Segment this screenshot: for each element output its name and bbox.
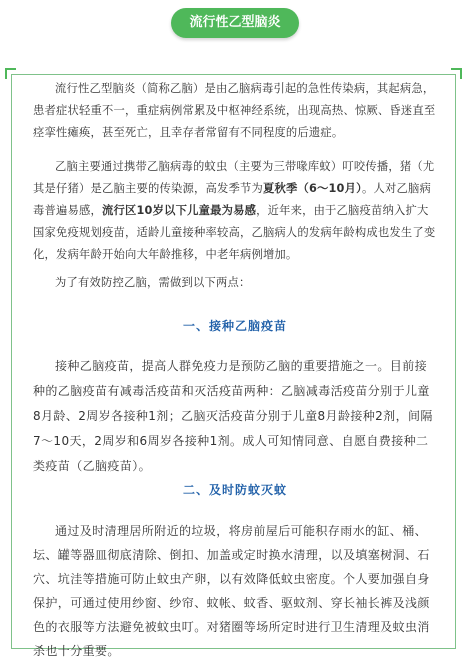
paragraph-transmission: [33, 156, 437, 266]
title-banner: [171, 8, 299, 38]
age-highlight: 流行区10岁以下儿童最为易感: [101, 204, 257, 217]
frame-corner-top-left: [5, 68, 16, 79]
section-heading-vaccine: 一、接种乙脑疫苗: [182, 319, 287, 333]
transmission-text-a: 乙脑主要通过携带乙脑病毒的蚊虫（主要为三带喙库蚊）叮咬传播，猪（尤其是仔猪）是乙脑主要的传染源，高发季节为: [33, 160, 435, 195]
paragraph-intro: 为了有效防控乙脑，需做到以下两点：: [55, 276, 251, 289]
paragraph-mosquito: 通过及时清理居所附近的垃圾，将房前屋后可能积存雨水的缸、桶、坛、罐等器皿彻底清除、倒扣、加盖或定时换水清理，以及填塞树洞、石穴、坑洼等措施可防止蚊虫产卵，以有效降低蚊虫密度。个人要加强自身保护，可通过使用纱窗、纱帘、蚊帐、蚊香、驱蚊剂、穿长袖长裤及浅颜色的衣服等方法避免被蚊虫叮。对猪圈等场所定时进行卫生清理及蚊虫消杀也十分重要。: [33, 524, 430, 658]
page-title: 流行性乙型脑炎: [189, 15, 281, 30]
paragraph-definition: 流行性乙型脑炎（简称乙脑）是由乙脑病毒引起的急性传染病，其起病急，患者症状轻重不一，重症病例常累及中枢神经系统，出现高热、惊厥、昏迷直至痉挛性瘫痪，甚至死亡，且幸存者常留有不同程度的后遗症。: [33, 82, 436, 139]
transmission-text-c: 。人对乙脑病毒普遍易感，: [33, 182, 431, 217]
frame-corner-top-right: [451, 68, 462, 79]
paragraph-vaccine: 接种乙脑疫苗，提高人群免疫力是预防乙脑的重要措施之一。目前接种的乙脑疫苗有减毒活疫苗和灭活疫苗两种：乙脑减毒活疫苗分别于儿童8月龄、2周岁各接种1剂；乙脑灭活疫苗分别于儿童8月龄接种2剂，间隔7～10天，2周岁和6周岁各接种1剂。成人可知情同意、自愿自费接种二类疫苗（乙脑疫苗）。: [33, 359, 433, 473]
section-heading-mosquito: 二、及时防蚊灭蚊: [182, 483, 287, 497]
season-highlight: 夏秋季（6～10月）: [262, 182, 362, 195]
transmission-text-e: ，近年来，由于乙脑疫苗纳入扩大国家免疫规划疫苗，适龄儿童接种率较高，乙脑病人的发病年龄构成也发生了变化，发病年龄开始向大年龄推移，中老年病例增加。: [33, 204, 436, 261]
